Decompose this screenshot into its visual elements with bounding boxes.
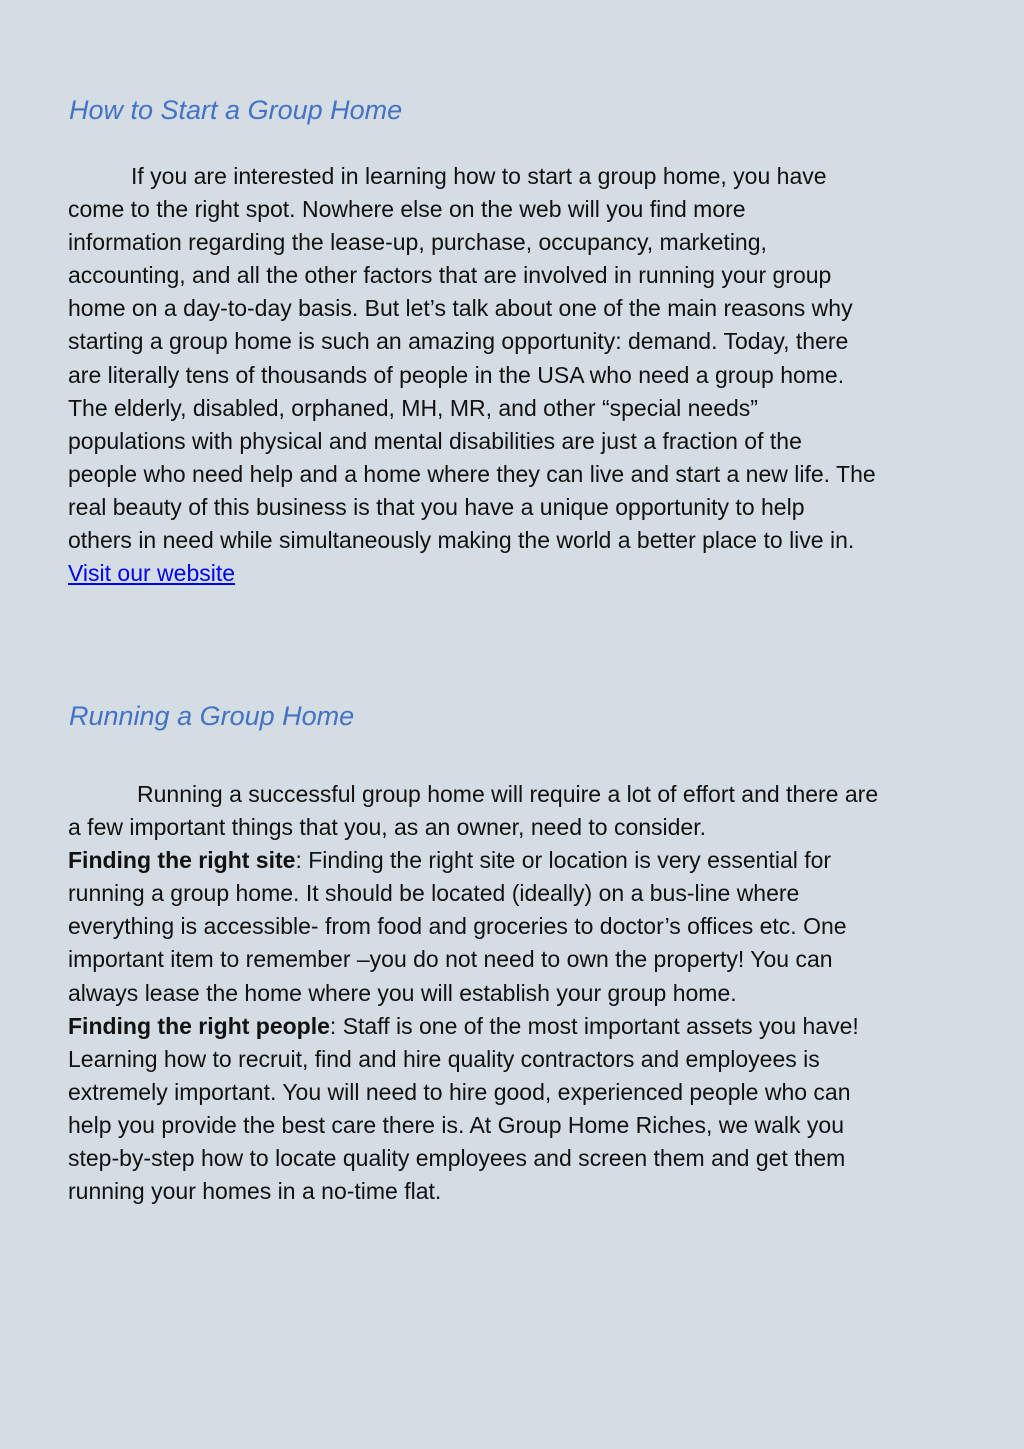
paragraph-line: home on a day-to-day basis. But let’s talk about one of the main reasons why bbox=[68, 295, 853, 322]
paragraph-line: everything is accessible- from food and groceries to doctor’s offices etc. One bbox=[68, 913, 847, 940]
paragraph-line: populations with physical and mental disabilities are just a fraction of the bbox=[68, 427, 802, 454]
people-first-text: : Staff is one of the most important assets you have! bbox=[329, 1012, 859, 1039]
paragraph-line: always lease the home where you will establish your group home. bbox=[68, 979, 737, 1006]
paragraph-line: If you are interested in learning how to start a group home, you have bbox=[131, 163, 827, 189]
paragraph-line: come to the right spot. Nowhere else on the web will you find more bbox=[68, 196, 746, 223]
site-first-text: : Finding the right site or location is very essential for bbox=[295, 847, 832, 874]
paragraph-line: information regarding the lease-up, purchase, occupancy, marketing, bbox=[68, 229, 767, 256]
paragraph-line: running a group home. It should be located (ideally) on a bus-line where bbox=[68, 880, 800, 907]
paragraph-line: Learning how to recruit, find and hire quality contractors and employees is bbox=[68, 1045, 820, 1072]
paragraph-line: real beauty of this business is that you have a unique opportunity to help bbox=[68, 493, 805, 520]
paragraph-line: people who need help and a home where they can live and start a new life. The bbox=[68, 460, 876, 487]
intro-paragraph bbox=[68, 160, 968, 590]
people-first-line bbox=[68, 1010, 968, 1043]
section-title-running-group-home: Running a Group Home bbox=[69, 701, 355, 731]
section-title-start-group-home: How to Start a Group Home bbox=[69, 95, 403, 125]
paragraph-line: a few important things that you, as an owner, need to consider. bbox=[68, 814, 707, 841]
paragraph-line: are literally tens of thousands of people in the USA who need a group home. bbox=[68, 361, 845, 388]
paragraph-line: starting a group home is such an amazing opportunity: demand. Today, there bbox=[68, 328, 849, 355]
finding-people-label: Finding the right people bbox=[68, 1012, 330, 1039]
paragraph-line: accounting, and all the other factors that are involved in running your group bbox=[68, 262, 832, 289]
paragraph-line: Running a successful group home will require a lot of effort and there are bbox=[137, 781, 879, 807]
paragraph-line: The elderly, disabled, orphaned, MH, MR, and other “special needs” bbox=[68, 394, 758, 421]
finding-site-label: Finding the right site bbox=[68, 847, 296, 874]
paragraph-line: step-by-step how to locate quality employees and screen them and get them bbox=[68, 1145, 846, 1172]
visit-website-link[interactable]: Visit our website bbox=[68, 560, 236, 587]
paragraph-line: important item to remember –you do not need to own the property! You can bbox=[68, 946, 833, 973]
paragraph-line: running your homes in a no-time flat. bbox=[68, 1178, 442, 1205]
paragraph-line: help you provide the best care there is. At Group Home Riches, we walk you bbox=[68, 1111, 845, 1138]
paragraph-line: others in need while simultaneously making the world a better place to live in. bbox=[68, 527, 855, 554]
site-first-line bbox=[68, 844, 968, 877]
running-paragraph bbox=[68, 778, 968, 1208]
paragraph-line: extremely important. You will need to hire good, experienced people who can bbox=[68, 1078, 851, 1105]
